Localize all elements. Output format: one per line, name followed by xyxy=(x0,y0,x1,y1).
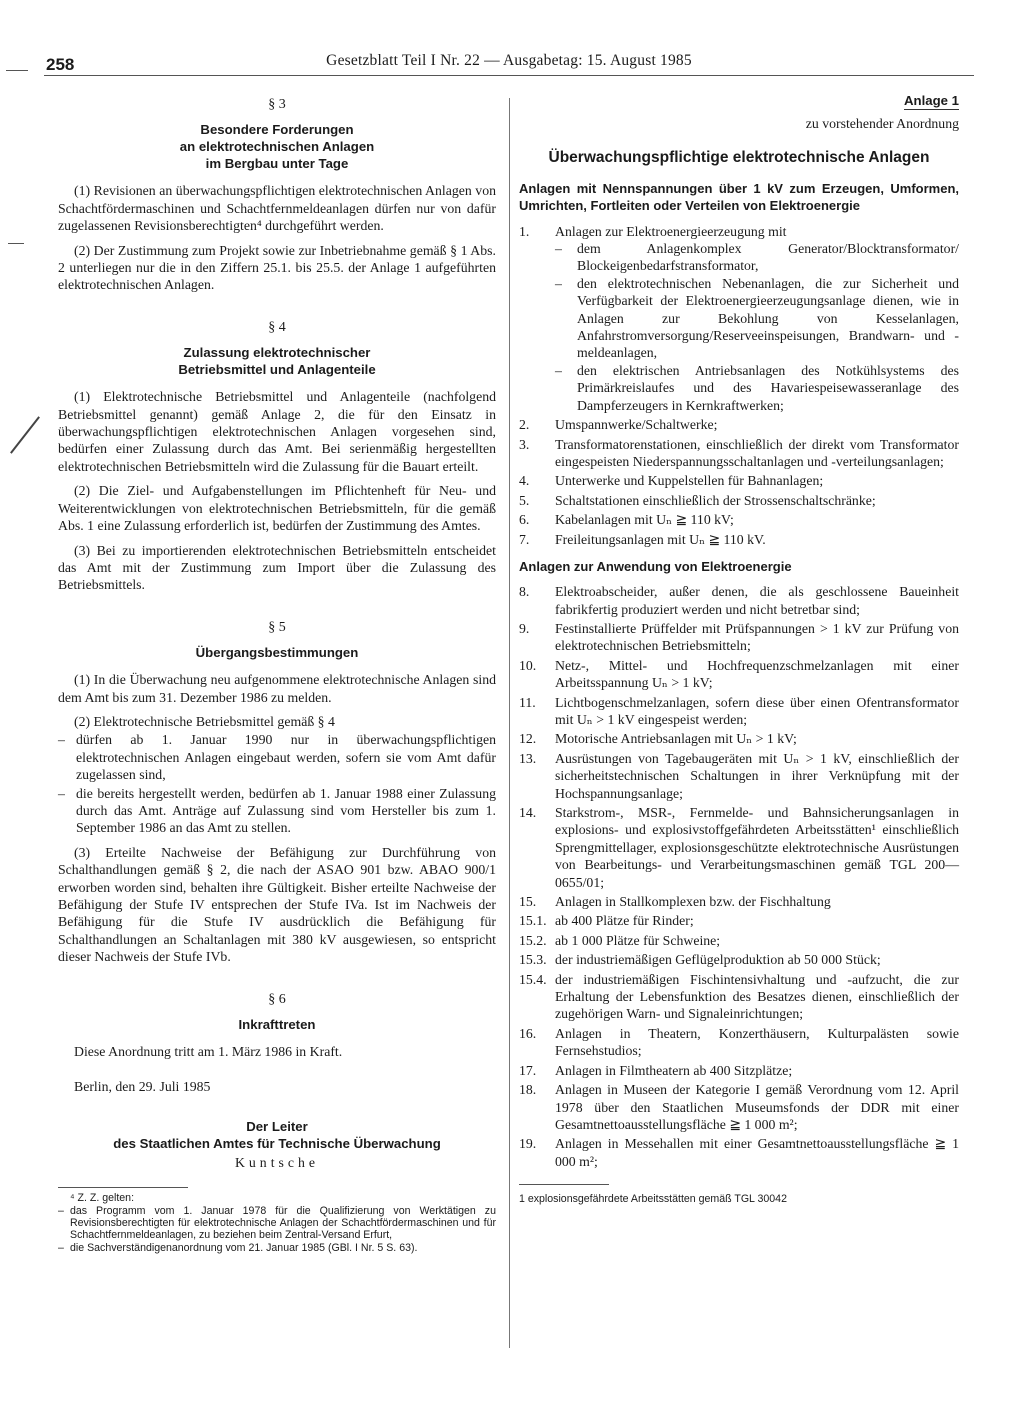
paragraph: (2) Die Ziel- und Aufgabenstellungen im Pflichtenheft für Neu- und Weiterentwicklungen von elektrotechnischen Betriebsmitteln, für die gemäß Abs. 1 eine Zulassung erforderlich ist, bedürfen der Zustimmung des Amtes. xyxy=(58,483,496,534)
annex-title: Anlage 1 xyxy=(904,93,959,108)
paragraph: (1) Elektrotechnische Betriebsmittel und Anlagenteile (nachfolgend Betriebsmittel genannt) gemäß Anlage 2, die für den Einsatz in überwachungspflichtigen elektrotechnischen Anlagen vorgesehen sind, bedürfen einer Zulassung durch das Amt. Bei serienmäßig hergestellten elektrotechnischen Betriebsmitteln wird die Zulassung für die Bauart erteilt. xyxy=(58,389,496,474)
section-title: Übergangsbestimmungen xyxy=(195,645,359,661)
section-sign: § 3 xyxy=(268,97,286,112)
footnote-rule xyxy=(58,1187,188,1188)
list-item-text: Anlagen in Messehallen mit einer Gesamtnettoausstellungsfläche ≧ 1 000 m²; xyxy=(555,1136,959,1169)
list-item-number: 4. xyxy=(519,473,530,489)
group-heading: Anlagen mit Nennspannungen über 1 kV zum Erzeugen, Umformen, Umrichten, Fortleiten oder Verteilen von Elektroenergie xyxy=(519,181,959,214)
list-item xyxy=(519,657,959,692)
list-item-number: 10. xyxy=(519,657,537,673)
list-item-text: Elektroabscheider, außer denen, die als geschlossene Baueinheit fabrikfertig produziert werden und nicht betretbar sind; xyxy=(555,584,959,617)
list-item-text: Lichtbogenschmelzanlagen, sofern diese über einen Ofentransformator mit Uₙ > 1 kV eingespeist werden; xyxy=(555,694,959,727)
list-item-number: 3. xyxy=(519,436,530,452)
list-item xyxy=(519,1062,959,1079)
list-item xyxy=(519,1025,959,1060)
paragraph: (1) In die Überwachung neu aufgenommene elektrotechnische Anlagen sind dem Amt bis zum 31. Dezember 1986 zu melden. xyxy=(58,672,496,705)
annex-list-b xyxy=(519,583,959,1170)
annex-heading: Überwachungspflichtige elektrotechnische Anlagen xyxy=(548,148,930,166)
footnote-item: – die Sachverständigenanordnung vom 21. Januar 1985 (GBl. I Nr. 5 S. 63). xyxy=(58,1241,418,1254)
section-sign: § 4 xyxy=(268,319,286,335)
list-item xyxy=(519,416,959,433)
list-item xyxy=(519,971,959,1023)
annex-list-a xyxy=(519,416,959,548)
list-item-text: Anlagen in Theatern, Konzerthäusern, Kulturpalästen sowie Fernsehstudios; xyxy=(555,1025,959,1059)
list-item-number: 14. xyxy=(519,805,537,821)
list-item-text: Anlagen in Museen der Kategorie I gemäß Verordnung vom 12. April 1978 über den Staatlichen Museumsfonds der DDR mit einer Gesamtnettoausstellungsfläche ≧ 1 000 m²; xyxy=(555,1082,959,1132)
list-item-text: der industriemäßigen Geflügelproduktion ab 50 000 Stück; xyxy=(555,952,881,968)
list-item xyxy=(519,511,959,528)
list-item-text: Kabelanlagen mit Uₙ ≧ 110 kV; xyxy=(555,512,734,528)
page-number: 258 xyxy=(46,55,75,74)
list-item-text: Transformatorenstationen, einschließlich der direkt vom Transformator eingespeisten Niederspannungsschaltanlagen und -verteilungsanlagen; xyxy=(555,436,959,469)
list-item-number: 15.4. xyxy=(519,971,547,987)
list-item-text: Motorische Antriebsanlagen mit Uₙ > 1 kV; xyxy=(555,731,797,747)
list-item xyxy=(519,492,959,509)
list-item xyxy=(519,1081,959,1133)
footnote-item: – das Programm vom 1. Januar 1978 für die Qualifizierung von Werktätigen zu Revisionsberechtigten für elektrotechnische Anlagen der Schachtfördermaschinen und für Schachtfernmeldeanlagen, zu beziehen beim Zentral-Versand Erfurt, xyxy=(58,1204,496,1242)
list-item xyxy=(519,750,959,802)
list-item-number: 8. xyxy=(519,584,530,600)
footnote-head: ⁴ Z. Z. gelten: xyxy=(70,1192,135,1205)
list-item-text: ab 400 Plätze für Rinder; xyxy=(555,913,694,929)
list-item-number: 13. xyxy=(519,750,537,766)
list-item xyxy=(519,804,959,891)
list-item-text: Ausrüstungen von Tagebaugeräten mit Uₙ > 1 kV, einschließlich der sicherheitstechnischen Schaltungen in ihrer Verknüpfung mit der Hochspannungsanlage; xyxy=(555,750,959,801)
list-item-number: 9. xyxy=(519,620,530,636)
place-date: Berlin, den 29. Juli 1985 xyxy=(74,1079,211,1095)
annex-subtitle: zu vorstehender Anordnung xyxy=(805,116,959,132)
margin-mark xyxy=(8,243,24,244)
list-item xyxy=(519,893,959,910)
page-header xyxy=(44,52,974,76)
list-item-text: Umspannwerke/Schaltwerke; xyxy=(555,417,718,433)
list-item xyxy=(519,951,959,968)
list-item xyxy=(519,531,959,548)
list-item xyxy=(519,912,959,929)
list-item-number: 17. xyxy=(519,1062,537,1078)
list-item-number: 19. xyxy=(519,1136,537,1152)
list-item-text: Netz-, Mittel- und Hochfrequenzschmelzanlagen mit einer Arbeitsspannung Uₙ > 1 kV; xyxy=(555,657,959,691)
list-item-text: Freileitungsanlagen mit Uₙ ≧ 110 kV. xyxy=(555,531,766,547)
paragraph: (1) Revisionen an überwachungspflichtigen elektrotechnischen Anlagen von Schachtfördermaschinen und Schachtfernmeldeanlagen dürfen nur von dafür zugelassenen Revisionsberechtigten⁴ durchgeführt werden. xyxy=(58,183,496,234)
footnotes xyxy=(58,1192,496,1254)
section-sign: § 5 xyxy=(268,619,286,635)
section-title: Besondere Forderungen an elektrotechnischen Anlagen im Bergbau unter Tage xyxy=(179,122,375,172)
list-item-number: 15. xyxy=(519,894,537,910)
list-item xyxy=(519,694,959,729)
list-item: – die bereits hergestellt werden, bedürfen ab 1. Januar 1988 einer Zulassung durch das Amt. Anträge auf Zulassung sind vom Hersteller bis zum 1. September 1986 an das Amt zu stellen. xyxy=(58,785,496,836)
list-item-number: 5. xyxy=(519,492,530,508)
list-item-number: 6. xyxy=(519,512,530,528)
paragraph: (3) Bei zu importierenden elektrotechnischen Betriebsmitteln entscheidet das Amt mit der Zustimmung zum Import über die Zulassung des Betriebsmittels. xyxy=(58,542,496,593)
list-item: 1. Anlagen zur Elektroenergieerzeugung mit – dem Anlagenkomplex Generator/Blocktransformator/ Blockeigenbedarfstransformator, – den elektrotechnischen Nebenanlagen, die zur Sicherheit und Verfügbarkeit der Elektroenergieerzeugungsanlage dienen, wie in Anlagen zur Bekohlung von Kesselanlagen, Anfahrstromversorgung/Reserveeinspeisungen, Brandwarn- und -meldeanlagen, – den elektrischen Antriebsanlagen des Notkühlsystems des Primärkreislaufes und des Havariespeisewasseranlage des Dampferzeugers in Kernkraftwerken; xyxy=(519,223,959,413)
list-item-text: Starkstrom-, MSR-, Fernmelde- und Bahnsicherungsanlagen in explosions- und explosivstoffgefährdeten Arbeitsstätten¹ einschließlich Sprengmittellager, explosionsgeschützte elektrotechnische Ausrüstungen von Bearbeitungs- und Verarbeitungsmaschinen gemäß TGL 200—0655/01; xyxy=(555,805,959,890)
section-title: Inkrafttreten xyxy=(238,1017,316,1033)
signer-name: Kuntsche xyxy=(234,1154,320,1170)
signer-title: Der Leiter des Staatlichen Amtes für Technische Überwachung xyxy=(113,1118,441,1151)
list-item-number: 7. xyxy=(519,531,530,547)
paragraph: (2) Elektrotechnische Betriebsmittel gemäß § 4 xyxy=(74,713,335,729)
list-item-number: 18. xyxy=(519,1082,537,1098)
paragraph: (2) Der Zustimmung zum Projekt sowie zur Inbetriebnahme gemäß § 1 Abs. 2 unterliegen nur die in den Ziffern 25.1. bis 25.5. der Anlage 1 aufgeführten elektrotechnischen Anlagen. xyxy=(58,242,496,293)
list-item-number: 11. xyxy=(519,694,536,710)
section-title: Zulassung elektrotechnischer Betriebsmittel und Anlagenteile xyxy=(178,345,376,378)
right-column xyxy=(519,92,959,1209)
list-item-number: 16. xyxy=(519,1025,537,1041)
margin-mark xyxy=(6,70,28,71)
list-item-number: 2. xyxy=(519,417,530,433)
paragraph: (3) Erteilte Nachweise der Befähigung zur Durchführung von Schalthandlungen gemäß § 2, die nach der ASAO 901 bzw. ABAO 900/1 erworben worden sind, behalten ihre Gültigkeit. Bisher erteilte Nachweise der Befähigung der Stufe IV entsprechen der Stufe IVa. Ist im Nachweis der Befähigung für die Stufe IV ausdrücklich die Befähigung für Schalthandlungen an Schaltanlagen mit 380 kV ausgewiesen, so entspricht dieser Nachweis der Stufe IVb. xyxy=(58,844,496,965)
list-item-number: 15.1. xyxy=(519,913,547,929)
section-sign: § 6 xyxy=(268,991,286,1007)
list-item-text: Unterwerke und Kuppelstellen für Bahnanlagen; xyxy=(555,473,824,489)
list-item xyxy=(519,472,959,489)
list-item xyxy=(519,1135,959,1170)
list-item-text: Anlagen in Filmtheatern ab 400 Sitzplätze; xyxy=(555,1062,793,1078)
list-item xyxy=(519,620,959,655)
list-item xyxy=(519,730,959,747)
list-item xyxy=(519,436,959,471)
list-item-text: Schaltstationen einschließlich der Strossenschaltschränke; xyxy=(555,492,876,508)
sub-item: – den elektrotechnischen Nebenanlagen, die zur Sicherheit und Verfügbarkeit der Elektroenergieerzeugungsanlage dienen, wie in Anlagen zur Bekohlung von Kesselanlagen, Anfahrstromversorgung/Reserveeinspeisungen, Brandwarn- und -meldeanlagen, xyxy=(555,275,959,361)
list-item-text: Anlagen in Stallkomplexen bzw. der Fischhaltung xyxy=(555,894,831,910)
sub-item: – den elektrischen Antriebsanlagen des Notkühlsystems des Primärkreislaufes und des Havariespeisewasseranlage des Dampferzeugers in Kernkraftwerken; xyxy=(555,362,959,413)
group-heading: Anlagen zur Anwendung von Elektroenergie xyxy=(519,558,792,574)
list-item xyxy=(519,932,959,949)
list-item-text: Festinstallierte Prüffelder mit Prüfspannungen > 1 kV zur Prüfung von elektrotechnischen Betriebsmitteln; xyxy=(555,620,959,654)
list-item-number: 15.3. xyxy=(519,952,547,968)
list-item-number: 15.2. xyxy=(519,932,547,948)
paragraph: Diese Anordnung tritt am 1. März 1986 in Kraft. xyxy=(74,1044,343,1060)
footnote: 1 explosionsgefährdete Arbeitsstätten gemäß TGL 30042 xyxy=(519,1193,787,1206)
left-column xyxy=(58,92,496,1254)
column-divider xyxy=(509,98,510,1348)
list-item-text: ab 1 000 Plätze für Schweine; xyxy=(555,932,721,948)
list-item-number: 12. xyxy=(519,731,537,747)
sub-item: – dem Anlagenkomplex Generator/Blocktransformator/ Blockeigenbedarfstransformator, xyxy=(555,241,959,274)
list-item: – dürfen ab 1. Januar 1990 nur in überwachungspflichtigen elektrotechnischen Anlagen eingebaut werden, sofern sie vom Amt dafür zugelassen sind, xyxy=(58,732,496,783)
list-item-text: der industriemäßigen Fischintensivhaltung und -aufzucht, die zur Erhaltung der Lebensfunktion des Besatzes dienen, einschließlich der zugehörigen Warn- und Signaleinrichtungen; xyxy=(555,971,959,1022)
list-item xyxy=(519,583,959,618)
margin-slash-mark xyxy=(10,416,40,453)
footnote-rule xyxy=(519,1184,609,1185)
running-title: Gesetzblatt Teil I Nr. 22 — Ausgabetag: 15. August 1985 xyxy=(326,52,692,69)
